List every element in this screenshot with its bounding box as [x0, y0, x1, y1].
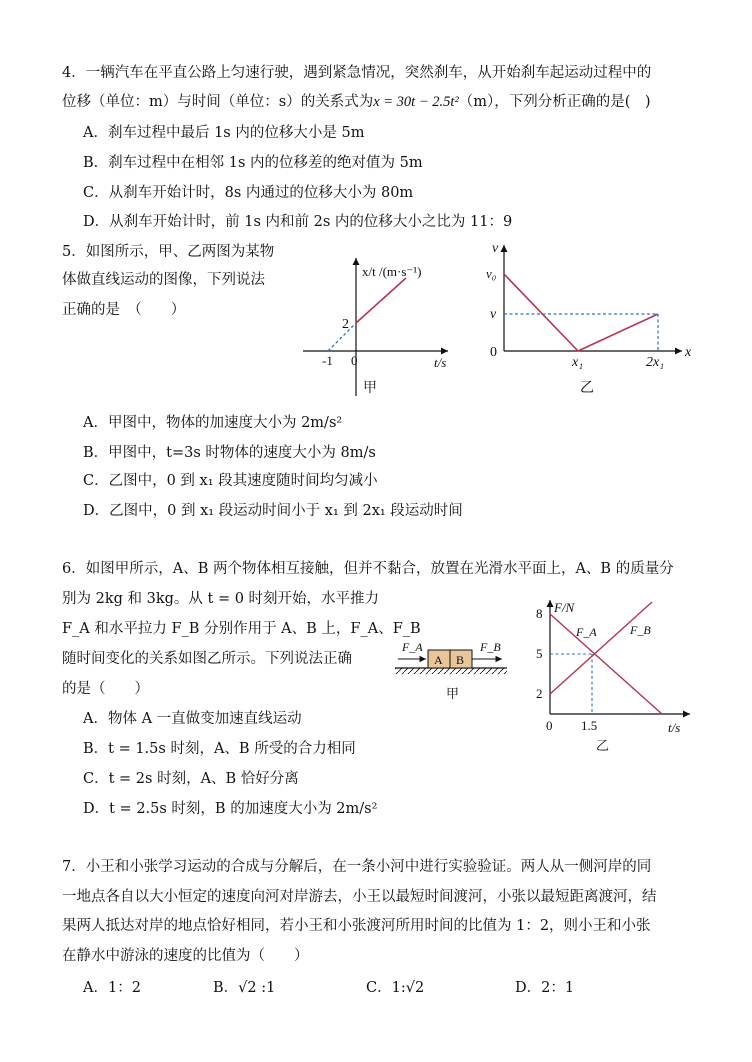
- q6-option-c: C．t = 2s 时刻，A、B 恰好分离: [83, 771, 299, 787]
- q4-line2-a: 位移（单位：m）与时间（单位：s）的关系式为: [62, 94, 374, 110]
- q6-yi-tick-8: 8: [536, 606, 543, 621]
- q5-jia-data-line: [356, 278, 406, 323]
- q5-yi-origin: 0: [490, 345, 497, 360]
- q6-yi-caption: 乙: [596, 738, 610, 753]
- q5-yi-caption: 乙: [580, 381, 594, 396]
- q5-jia-caption: 甲: [363, 381, 377, 396]
- q7-line-3: 果两人抵达对岸的地点恰好相同，若小王和小张渡河所用时间的比值为 1：2，则小王和小张: [62, 918, 651, 934]
- q4-option-c: C．从刹车开始计时，8s 内通过的位移大小为 80m: [83, 185, 414, 201]
- q5-stem-1: 5．如图所示，甲、乙两图为某物: [62, 244, 275, 260]
- q6-figure-yi: [530, 594, 700, 754]
- q7-option-b: B．√2 :1: [213, 980, 276, 996]
- q6-yi-fb-line: [550, 602, 652, 694]
- q6-block-a-label: A: [434, 653, 443, 667]
- q5-yi-2x1: 2x₁: [646, 355, 665, 370]
- q5-yi-v0: v₀: [486, 266, 497, 281]
- q6-line1: 6．如图甲所示，A、B 两个物体相互接触，但并不黏合，放置在光滑水平面上，A、B 的质量分: [62, 561, 674, 577]
- q4-line2: [62, 92, 651, 112]
- q6-option-d: D．t = 2.5s 时刻，B 的加速度大小为 2m/s²: [83, 801, 378, 817]
- q6-yi-xlabel: t/s: [668, 720, 681, 735]
- q7-option-d: D．2：1: [515, 980, 575, 996]
- q4-line2-b: （m），下列分析正确的是( ): [458, 94, 651, 110]
- q5-yi-v: v: [490, 307, 497, 322]
- q5-jia-origin: 0: [351, 353, 358, 368]
- q5-stem-2: 体做直线运动的图像，下列说法: [62, 272, 265, 288]
- q4-option-b: B．刹车过程中在相邻 1s 内的位移差的绝对值为 5m: [83, 155, 423, 171]
- q7-option-a: A．1：2: [83, 980, 141, 996]
- q5-jia-tick-x-neg1: -1: [322, 353, 333, 368]
- q7-line-1: 7．小王和小张学习运动的合成与分解后，在一条小河中进行实验验证。两人从一侧河岸的同: [62, 859, 652, 875]
- q6-yi-fb-label: F_B: [630, 623, 651, 637]
- q6-option-b: B．t = 1.5s 时刻，A、B 所受的合力相同: [83, 741, 356, 757]
- q5-option-c: C．乙图中，0 到 x₁ 段其速度随时间均匀减小: [83, 473, 378, 489]
- q5-option-b: B．甲图中，t=3s 时物体的速度大小为 8m/s: [83, 445, 376, 461]
- q5-figure-jia: [298, 250, 458, 400]
- q5-option-d: D．乙图中，0 到 x₁ 段运动时间小于 x₁ 到 2x₁ 段运动时间: [83, 503, 463, 519]
- q4-formula: x = 30t − 2.5t²: [373, 94, 459, 110]
- q5-yi-x1: x₁: [572, 355, 584, 370]
- q5-stem-3: 正确的是 （ ）: [62, 302, 186, 318]
- q5-figure-yi: [482, 240, 697, 400]
- q6-jia-caption: 甲: [446, 686, 460, 701]
- q5-yi-accel-line: [578, 314, 658, 351]
- q6-figure-jia: [392, 630, 517, 705]
- q4-option-a: A．刹车过程中最后 1s 内的位移大小是 5m: [83, 125, 365, 141]
- q6-yi-tick-5: 5: [536, 646, 543, 661]
- q5-jia-xlabel: t/s: [434, 355, 447, 370]
- q6-yi-tick-x-1-5: 1.5: [581, 718, 598, 733]
- q6-ground-hatch: [395, 668, 507, 674]
- q7-line-2: 一地点各自以大小恒定的速度向河对岸游去，小王以最短时间渡河，小张以最短距离渡河，结: [62, 889, 657, 905]
- q5-yi-xlabel: x: [685, 345, 692, 360]
- q6-yi-ylabel: F/N: [554, 600, 575, 615]
- q5-yi-decel-line: [504, 274, 578, 351]
- q7-line-4: 在静水中游泳的速度的比值为（ ）: [62, 948, 309, 964]
- q5-jia-ylabel: x/t /(m·s⁻¹): [362, 264, 422, 279]
- q4-line1: 4．一辆汽车在平直公路上匀速行驶，遇到紧急情况，突然刹车，从开始刹车起运动过程中的: [62, 65, 652, 81]
- q6-stem-4: 的是（ ）: [62, 681, 149, 697]
- q6-yi-fa-label: F_A: [576, 625, 597, 639]
- q5-yi-ylabel: v: [492, 241, 499, 256]
- q6-fa-label: F_A: [402, 640, 423, 654]
- q6-stem-1: 别为 2kg 和 3kg。从 t = 0 时刻开始，水平推力: [62, 591, 380, 607]
- q6-yi-tick-2: 2: [536, 686, 543, 701]
- q4-option-d: D．从刹车开始计时，前 1s 内和前 2s 内的位移大小之比为 11：9: [83, 214, 513, 230]
- q6-stem-2: F_A 和水平拉力 F_B 分别作用于 A、B 上，F_A、F_B: [62, 621, 421, 637]
- q6-block-b-label: B: [456, 653, 465, 667]
- q7-option-c: C．1:√2: [366, 980, 425, 996]
- q5-jia-tick-y-2: 2: [342, 317, 349, 332]
- q6-stem-3: 随时间变化的关系如图乙所示。下列说法正确: [62, 651, 352, 667]
- q5-option-a: A．甲图中，物体的加速度大小为 2m/s²: [83, 415, 343, 431]
- q6-fb-label: F_B: [480, 640, 501, 654]
- q6-yi-origin: 0: [546, 718, 553, 733]
- q6-option-a: A．物体 A 一直做变加速直线运动: [83, 711, 302, 727]
